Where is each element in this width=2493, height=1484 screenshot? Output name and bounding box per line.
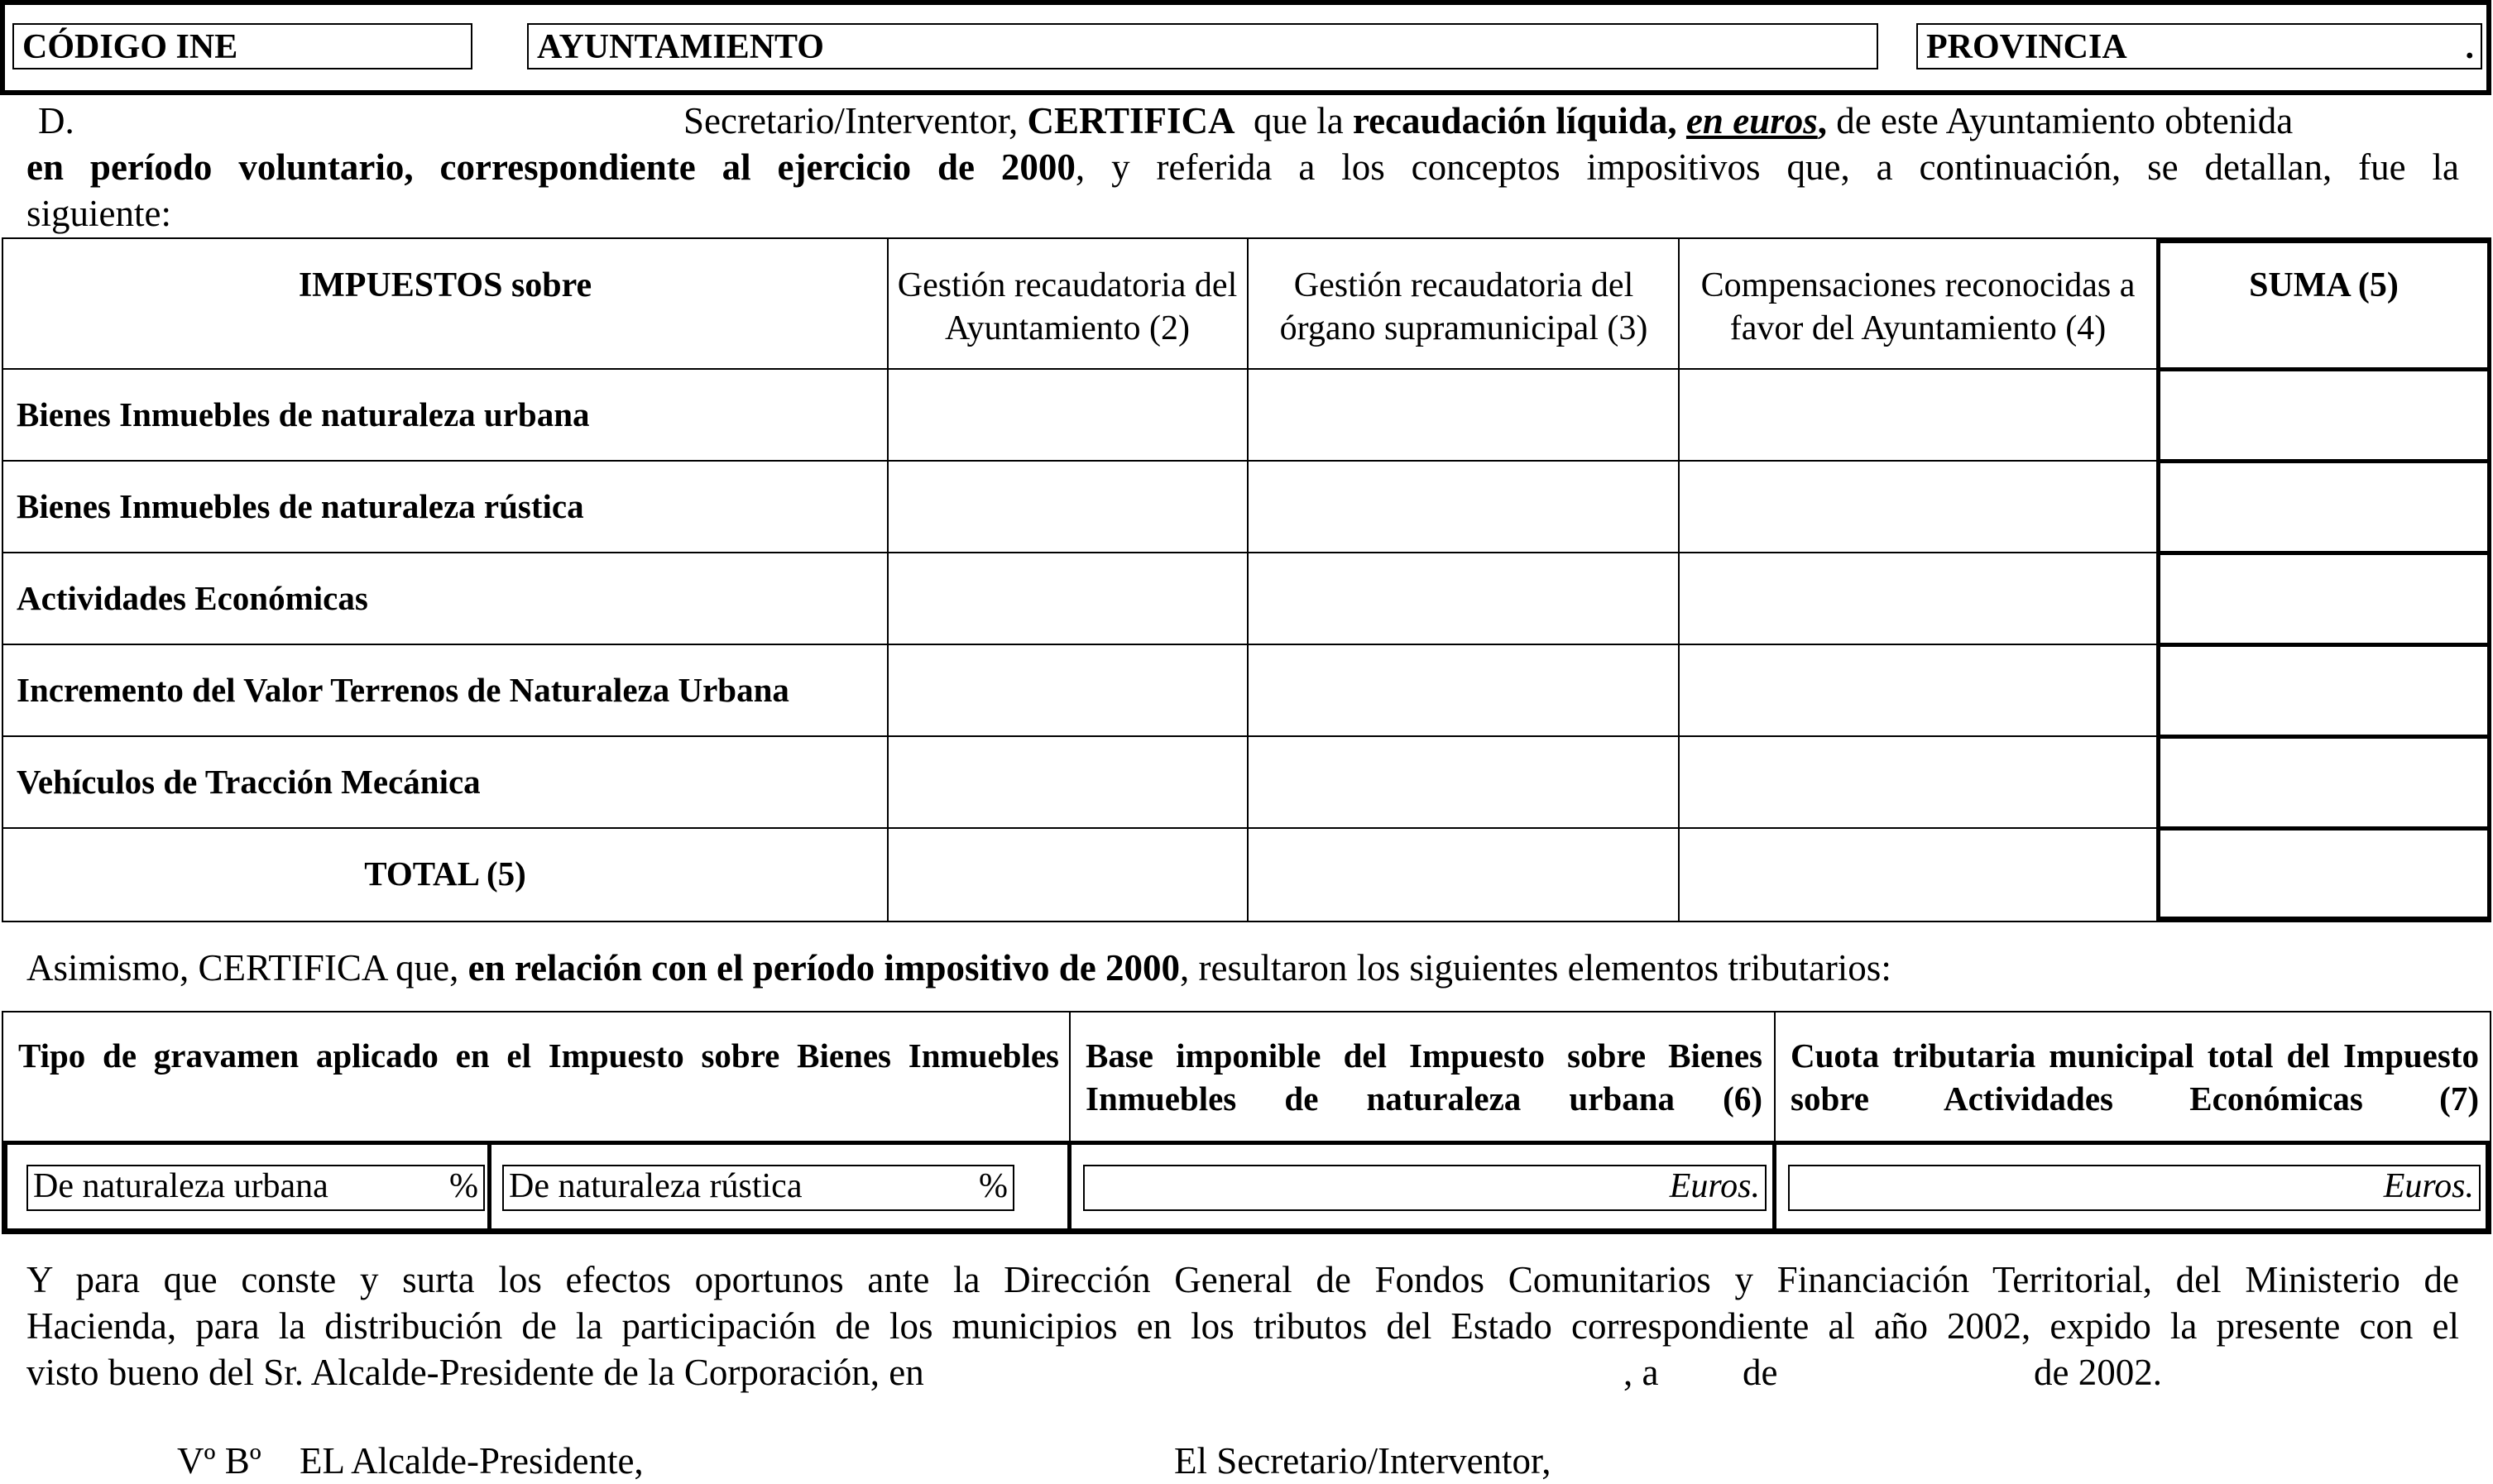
t1-hline-3-suma [2156,551,2491,555]
closing-de: de [1743,1352,1778,1393]
t1-row-urbana: Bienes Inmuebles de naturaleza urbana [17,395,590,433]
t1-hline-4-suma [2156,643,2491,647]
t1-row-vehiculos: Vehículos de Tracción Mecánica [17,763,481,801]
t2-header-tipo-gravamen: Tipo de gravamen aplicado en el Impuesto sobre Bienes Inmuebles [18,1036,1059,1075]
t1-vline-2 [1247,239,1249,921]
cert-certifica: CERTIFICA [1027,100,1235,141]
codigo-ine-label: CÓDIGO INE [22,28,238,66]
t1-hline-2 [3,460,2156,462]
t1-suma-top [2156,239,2491,243]
t1-vline-right [2487,239,2491,921]
t2-vline-1b [1067,1141,1072,1233]
cert-recaudacion: recaudación líquida, [1352,100,1677,141]
t1-hline-1-suma [2156,367,2491,371]
cert-line3: siguiente: [26,193,171,234]
ayuntamiento-field[interactable] [527,23,1878,69]
secretario-signature-label: El Secretario/Interventor, [1174,1440,1551,1482]
t2-vline-split [487,1141,491,1233]
codigo-ine-field[interactable] [12,23,472,69]
t1-hline-6 [3,827,2156,829]
vobo-label: Vº Bº [177,1440,261,1482]
t1-suma-bottom [2156,917,2491,921]
provincia-label: PROVINCIA [1926,28,2127,66]
t1-hline-5-suma [2156,735,2491,739]
asimismo-periodo: en relación con el período impositivo de 2000 [467,947,1180,989]
t1-hline-5 [3,735,2156,737]
closing-de-2002: de 2002. [2034,1352,2162,1393]
asimismo-c: , resultaron los siguientes elementos tributarios: [1179,947,1891,989]
cuota-tributaria-field[interactable] [1788,1165,2481,1211]
provincia-field[interactable] [1916,23,2482,69]
cert-comma: , [1817,100,1827,141]
closing-a: , a [1623,1352,1659,1393]
cert-periodo-voluntario: en período voluntario, correspondiente al ejercicio de 2000 [26,146,1076,188]
t1-hline-4 [3,644,2156,645]
cert-secretario: Secretario/Interventor, [683,100,1019,141]
rustica-percent-field[interactable] [502,1165,1014,1211]
asimismo-a: Asimismo, CERTIFICA que, [26,947,459,989]
t1-row-rustica: Bienes Inmuebles de naturaleza rústica [17,487,584,525]
t1-hline-2-suma [2156,459,2491,463]
urbana-percent-field[interactable] [26,1165,485,1211]
cert-line1 [683,98,2293,144]
t2-vline-2b [1772,1141,1776,1233]
t1-header-compensaciones: Compensaciones reconocidas a favor del Ayuntamiento (4) [1700,266,2136,347]
t2-hline-bottom [3,1228,2490,1233]
cuota-tributaria-euros: Euros. [2383,1167,2474,1205]
recaudacion-table [2,237,2491,922]
t2-hline-mid [3,1141,2490,1145]
asimismo-line [26,945,1891,991]
t2-vline-left [3,1141,7,1233]
t1-vline-suma [2156,239,2160,921]
t1-vline-3 [1678,239,1680,921]
base-imponible-field[interactable] [1083,1165,1767,1211]
t1-row-actividades: Actividades Económicas [17,579,368,617]
closing-line2: Hacienda, para la distribución de la participación de los municipios en los tributos del Estado correspondiente al año 2002, expido la presente con el [26,1305,2459,1347]
cert-obtenida: de este Ayuntamiento obtenida [1836,100,2294,141]
t1-header-gestion-ayto: Gestión recaudatoria del Ayuntamiento (2) [897,266,1238,347]
t1-vline-1 [887,239,889,921]
t1-hline-3 [3,552,2156,553]
urbana-label: De naturaleza urbana [33,1167,328,1205]
t1-row-total: TOTAL (5) [364,854,526,893]
base-imponible-euros: Euros. [1669,1167,1760,1205]
alcalde-signature-label: EL Alcalde-Presidente, [300,1440,644,1482]
closing-line3: visto bueno del Sr. Alcalde-Presidente de la Corporación, en [26,1352,924,1393]
ayuntamiento-label: AYUNTAMIENTO [537,28,824,66]
t2-vline-right [2486,1141,2490,1233]
t1-hline-1 [3,368,2156,370]
provincia-dot: . [2465,28,2474,66]
t1-hline-6-suma [2156,826,2491,831]
cert-en-euros: en euros [1685,100,1818,141]
cert-line2 [26,144,2459,190]
t2-header-cuota: Cuota tributaria municipal total del Impuesto sobre Actividades Económicas (7) [1791,1036,2479,1118]
t1-header-impuestos: IMPUESTOS sobre [298,266,592,304]
t1-row-incremento: Incremento del Valor Terrenos de Naturaleza Urbana [17,671,789,709]
t1-header-suma: SUMA (5) [2249,266,2399,304]
cert-d: D. [38,100,74,141]
cert-que-la: que la [1253,100,1344,141]
elementos-tributarios-table [2,1011,2491,1234]
closing-line1: Y para que conste y surta los efectos oportunos ante la Dirección General de Fondos Comunitarios y Financiación Territorial, del Ministerio de [26,1259,2459,1300]
cert-line2-rest: , y referida a los conceptos impositivos que, a continuación, se detallan, fue la [1075,146,2459,188]
rustica-label: De naturaleza rústica [509,1167,803,1205]
t2-header-base-imponible: Base imponible del Impuesto sobre Bienes Inmuebles de naturaleza urbana (6) [1086,1036,1762,1118]
urbana-percent-sign: % [449,1167,478,1205]
rustica-percent-sign: % [979,1167,1008,1205]
t1-header-gestion-supra: Gestión recaudatoria del órgano supramunicipal (3) [1279,266,1648,347]
